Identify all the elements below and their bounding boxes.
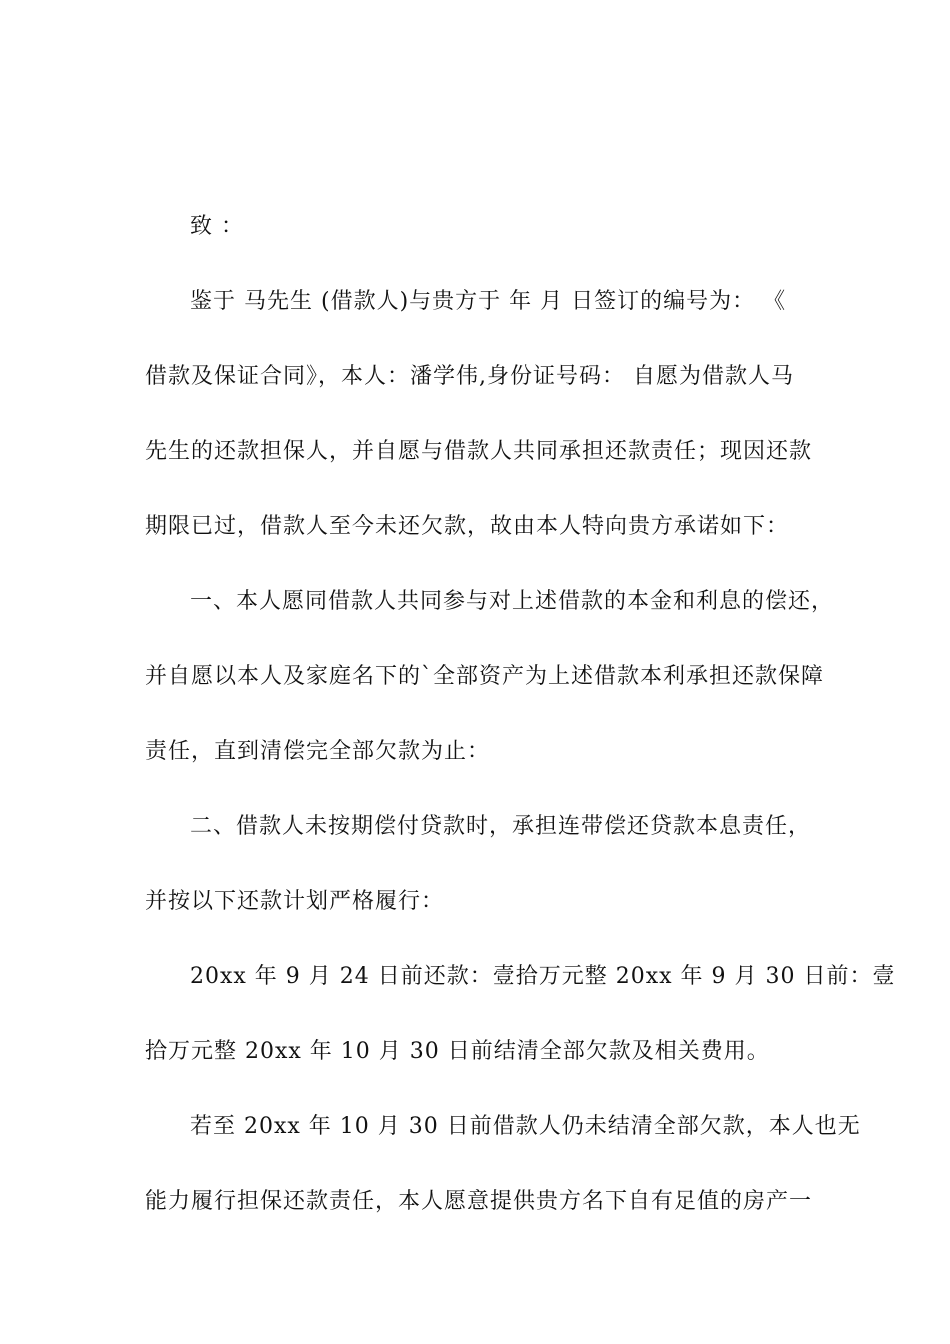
paragraph-line: 鉴于 马先生 (借款人)与贵方于 年 月 日签订的编号为： 《 xyxy=(190,289,787,314)
salutation: 致 ： xyxy=(190,214,244,239)
paragraph-line: 拾万元整 20xx 年 10 月 30 日前结清全部欠款及相关费用。 xyxy=(145,1039,770,1064)
paragraph-line: 并按以下还款计划严格履行： xyxy=(145,889,445,914)
paragraph-line: 借款及保证合同》，本人：潘学伟,身份证号码： 自愿为借款人马 xyxy=(145,364,794,389)
paragraph-line: 二、借款人未按期偿付贷款时，承担连带偿还贷款本息责任， xyxy=(190,814,812,839)
paragraph-line: 若至 20xx 年 10 月 30 日前借款人仍未结清全部欠款，本人也无 xyxy=(190,1114,861,1139)
paragraph-line: 能力履行担保还款责任，本人愿意提供贵方名下自有足值的房产一 xyxy=(145,1189,813,1214)
paragraph-line: 20xx 年 9 月 24 日前还款：壹拾万元整 20xx 年 9 月 30 日前：壹 xyxy=(190,964,896,989)
paragraph-line: 责任，直到清偿完全部欠款为止： xyxy=(145,739,491,764)
paragraph-line: 期限已过，借款人至今未还欠款，故由本人特向贵方承诺如下： xyxy=(145,514,790,539)
paragraph-line: 先生的还款担保人，并自愿与借款人共同承担还款责任；现因还款 xyxy=(145,439,813,464)
paragraph-line: 并自愿以本人及家庭名下的`全部资产为上述借款本利承担还款保障 xyxy=(145,664,825,689)
paragraph-line: 一、本人愿同借款人共同参与对上述借款的本金和利息的偿还， xyxy=(190,589,835,614)
